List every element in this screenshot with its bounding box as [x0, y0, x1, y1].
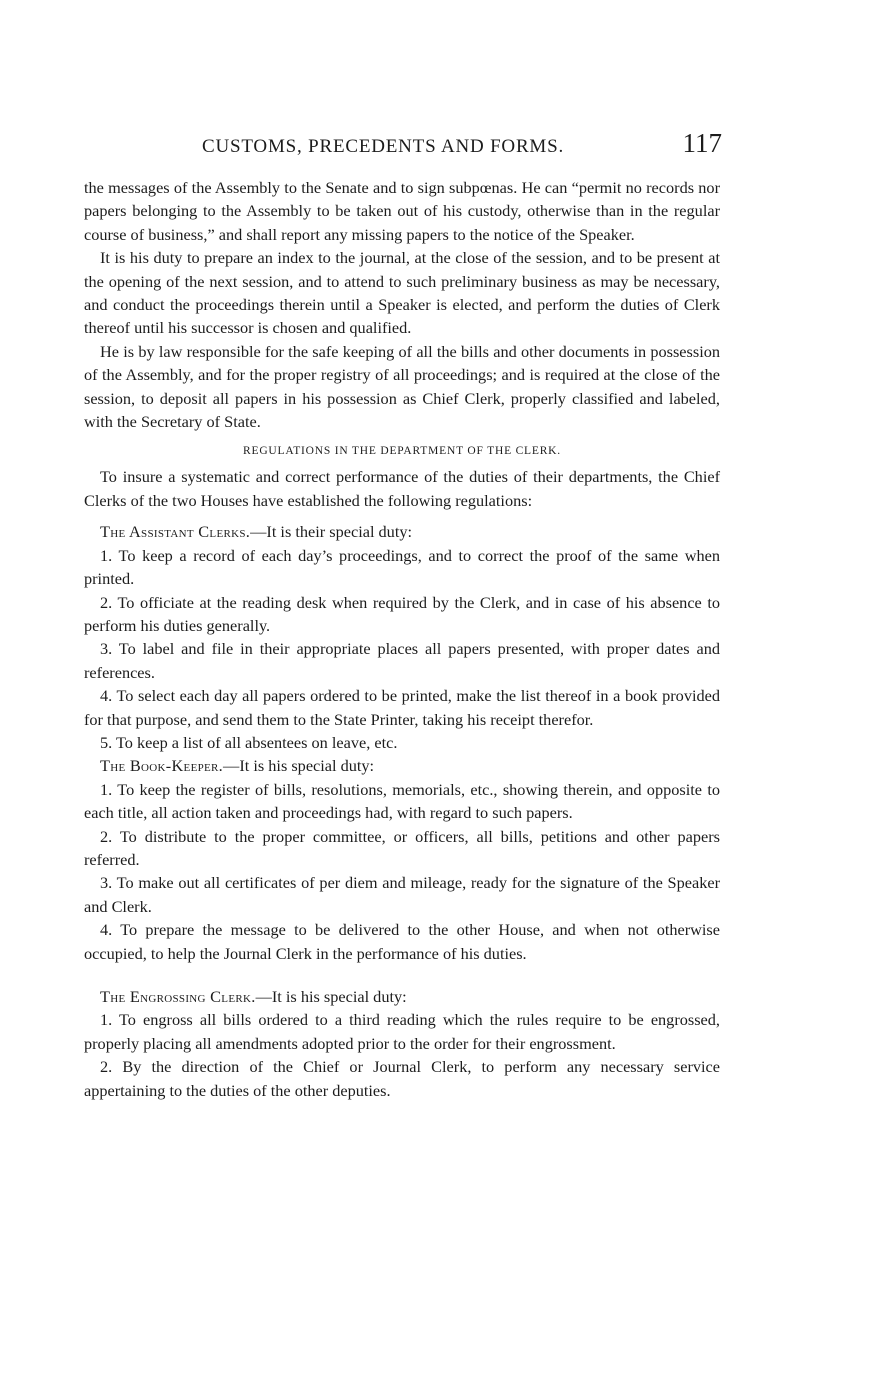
book-keeper-item-1: 1. To keep the register of bills, resolutions, memorials, etc., showing therein, and opposite to each title, all action taken and proceedings had, with regard to such papers.	[84, 779, 720, 823]
book-keeper-heading	[84, 754, 720, 777]
assistant-clerks-heading	[84, 520, 720, 543]
assistant-clerks-item-5: 5. To keep a list of all absentees on leave, etc.	[100, 732, 398, 752]
engrossing-clerk-heading	[84, 985, 720, 1008]
book-page	[84, 128, 720, 1102]
intro-paragraph-2: It is his duty to prepare an index to the journal, at the close of the session, and to be present at the opening of the next session, and to attend to such preliminary business as may be necessary, and conduct the proceedings therein until a Speaker is elected, and perform the duties of Clerk thereof until his successor is chosen and qualified.	[84, 248, 720, 338]
regulations-intro: To insure a systematic and correct performance of the duties of their departments, the Chief Clerks of the two Houses have established the following regulations:	[84, 467, 720, 510]
engrossing-clerk-item-2: 2. By the direction of the Chief or Journal Clerk, to perform any necessary service appertaining to the duties of the other deputies.	[84, 1057, 720, 1100]
engrossing-clerk-lead: —It is his special duty:	[255, 987, 407, 1006]
page-body	[84, 176, 720, 1102]
engrossing-clerk-role: The Engrossing Clerk.	[100, 987, 256, 1006]
engrossing-clerk-item-1: 1. To engross all bills ordered to a third reading which the rules require to be engrossed, properly placing all amendments adopted prior to the order for their engrossment.	[84, 1010, 720, 1053]
book-keeper-item-3: 3. To make out all certificates of per diem and mileage, ready for the signature of the Speaker and Clerk.	[84, 873, 720, 916]
page-header	[84, 128, 720, 168]
intro-paragraph-1: the messages of the Assembly to the Senate and to sign subpœnas. He can “permit no records nor papers belonging to the Assembly to be taken out of his custody, otherwise than in the regular course of business,” and shall report any missing papers to the notice of the Speaker.	[84, 178, 720, 244]
book-keeper-role: The Book-Keeper.	[100, 756, 224, 776]
assistant-clerks-lead: —It is their special duty:	[250, 522, 413, 542]
page-number: 117	[682, 128, 722, 158]
assistant-clerks-role: The Assistant Clerks.	[100, 522, 251, 542]
book-keeper-item-2: 2. To distribute to the proper committee, or officers, all bills, petitions and other papers referred.	[84, 826, 720, 869]
book-keeper-item-4: 4. To prepare the message to be delivered to the other House, and when not otherwise occupied, to help the Journal Clerk in the performance of his duties.	[84, 920, 720, 963]
assistant-clerks-item-1: 1. To keep a record of each day’s proceedings, and to correct the proof of the same when printed.	[84, 545, 720, 589]
running-head: CUSTOMS, PRECEDENTS AND FORMS.	[202, 136, 565, 157]
intro-paragraph-3: He is by law responsible for the safe keeping of all the bills and other documents in possession of the Assembly, and for the proper registry of all proceedings; and is required at the close of the session, to deposit all papers in his possession as Chief Clerk, properly classified and labeled, with the Secretary of State.	[84, 341, 720, 432]
book-keeper-lead: —It is his special duty:	[223, 756, 375, 776]
assistant-clerks-item-4: 4. To select each day all papers ordered to be printed, make the list thereof in a book provided for that purpose, and send them to the State Printer, taking his receipt therefor.	[84, 686, 720, 729]
assistant-clerks-item-3: 3. To label and file in their appropriate places all papers presented, with proper dates and references.	[84, 639, 720, 682]
assistant-clerks-item-2: 2. To officiate at the reading desk when required by the Clerk, and in case of his absence to perform his duties generally.	[84, 592, 720, 635]
regulations-heading: REGULATIONS IN THE DEPARTMENT OF THE CLERK.	[243, 445, 561, 458]
